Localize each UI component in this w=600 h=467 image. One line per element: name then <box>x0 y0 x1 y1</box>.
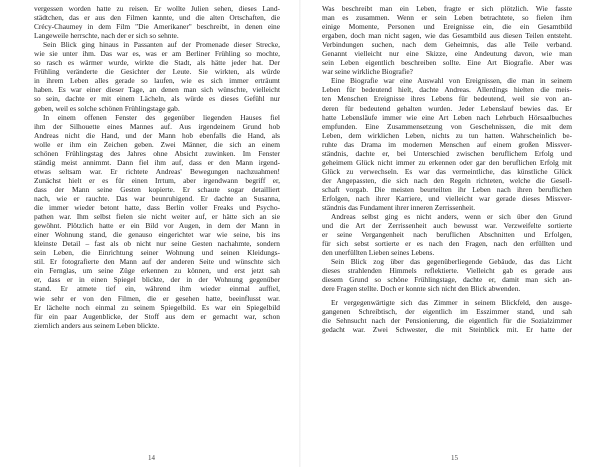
left-page-text-line: wolle er ihm ein Zeichen geben. Zwei Männer, die sich an einem <box>34 139 280 149</box>
right-page-text-line: empfunden. Eine Zusammensetzung von Geschehnissen, die mit dem <box>322 121 572 131</box>
left-page-text-line: kleinste Detail – fast als ob nicht nur seine Gesten nachahmte, sondern <box>34 239 280 249</box>
left-page-text-line: in ihrem Leben alles gerade so laufen, wie es sich immer erträumt <box>34 76 280 86</box>
left-page-text-line: Andreas nicht die Hand, und der Mann hob ebenfalls die Hand, als <box>34 130 280 140</box>
left-page-text-line: stand. Er atmete tief ein, während ihm wieder einmal auffiel, <box>34 284 280 294</box>
left-page-text-line: ihm der Silhouette eines Mannes auf. Aus irgendeinem Grund hob <box>34 121 280 131</box>
left-page-text-line: so sein, dachte er mit einem Lächeln, als würde es dieses Gefühl nur <box>34 94 280 104</box>
left-page-text-line: dass der Mann seine Gesten kopierte. Er schaute sogar detailliert <box>34 184 280 194</box>
right-page-text <box>322 4 572 334</box>
right-page-text-line: geheimem Glück nicht immer zu erkennen oder gar den beruflichen Erfolg mit <box>322 157 572 167</box>
right-page-text-line: diesem Grund so schöne Frühlingstage, dachte er, damit man sich an- <box>322 275 572 285</box>
right-page-text-line: Er vergegenwärtigte sich das Zimmer in seinem Blickfeld, den ausge- <box>331 298 572 307</box>
left-page-text-line: wie sehr er von den Filmen, die er gesehen hatte, beeinflusst war. <box>34 293 280 303</box>
right-page-text-line: Was beschreibt man ein Leben, fragte er sich plötzlich. Wie fasste <box>322 4 572 13</box>
right-page-text-line: den unerfüllten Lieben seines Lebens. <box>322 248 435 258</box>
right-page-text-line: ständnis, dachte er, bei Unterschied zwischen beruflichem Erfolg und <box>322 148 572 158</box>
left-page-text-line: nach, wie er rauchte. Das war beunruhigend. Er dachte an Susanna, <box>34 193 280 203</box>
left-page-text-line: Sein Blick ging hinaus in Passanten auf der Promenade dieser Strecke, <box>43 40 280 50</box>
left-page-text-line: Langeweile herrschte, nach der er sich so sehnte. <box>34 31 179 41</box>
left-page-text-line: Zunächst hielt er es für einen Irrtum, aber irgendwann begriff er, <box>34 175 280 185</box>
left-page-text-line: einer Wohnung stand, die genauso eingerichtet war wie seine, bis ins <box>34 230 280 240</box>
right-page-text-line: schaft vorgab. Die meisten beurteilten ihr Leben nach ihren beruflichen <box>322 184 572 194</box>
page-number-right: 15 <box>451 454 458 462</box>
left-page-text-line: gewöhnt. Plötzlich hatte er ein Bild vor Augen, in dem der Mann in <box>34 221 280 231</box>
right-page-text-line: Leben, dem wirklichen Leben, nichts zu tun hatten. Wahrscheinlich be- <box>322 130 572 140</box>
left-page-text-line: ziemlich anders aus seinem Leben blickte. <box>34 320 160 330</box>
right-page-text-line: er seine Vergangenheit nach beruflichen Abschnitten und Erfolgen, <box>322 230 572 240</box>
right-page <box>300 0 600 467</box>
right-page-text-line: Andreas selbst ging es nicht anders, wenn er sich über den Grund <box>331 212 572 222</box>
left-page-text-line: ein Fernglas, um seine Züge erkennen zu können, und erst jetzt sah <box>34 266 280 276</box>
right-page-text-line: sein Leben eigentlich beschreiben sollte. Eine Art Biografie. Aber was <box>322 58 572 68</box>
right-page-text-line: gedacht war. Zwei Schwester, die mit Steinblick mit. Er hatte der <box>322 325 572 335</box>
right-page-text-line: Eine Biografie war eine Auswahl von Ereignissen, die man in seinem <box>331 76 572 86</box>
left-page-text-line: geben, weil es solche schönen Frühlingstage gab. <box>34 103 180 113</box>
left-page-text-line: sein Leben, die Einrichtung seiner Wohnung und seinen Kleidungs- <box>34 248 280 258</box>
right-page-text-line: hatte Lebensläufe immer wie eine Art Leben nach Lehrbuch Hörsaalbuches <box>322 112 572 122</box>
left-page-text-line: vergessen worden hatte zu reisen. Er wollte Julien sehen, dieses Land- <box>34 4 280 13</box>
left-page-text-line: Frühling veränderte die Gesichter der Leute. Sie wirkten, als würde <box>34 67 280 77</box>
right-page-text-line: für sich sebst sortierte er es nach den Fragen, nach den erfüllten und <box>322 239 572 249</box>
right-page-text-line: der Angepassten, die sich nach den Regeln richteten, welche die Gesell- <box>322 175 572 185</box>
right-page-text-line: man es zusammen. Wenn er sein Leben betrachtete, so fielen ihm <box>322 13 572 23</box>
left-page-text-line: so rasch es wärmer wurde, wirkte die Stadt, als hätte jeder hat. Der <box>34 58 280 68</box>
page-number-left: 14 <box>148 454 155 462</box>
left-page-text-line: er, dass er in einen Spiegel blickte, der in der Wohnung gegenüber <box>34 275 280 285</box>
right-page-text-line: war seine wirkliche Biografie? <box>322 67 413 77</box>
right-page-text-line: Genannt vielleicht nur eine Skizze, eine Andeutung davon, wie man <box>322 49 572 59</box>
left-page-text-line: wie sie unter ihm. Das war es, was er am Berliner Frühling so mochte, <box>34 49 280 59</box>
right-page-text-line: Erfolgen, nach ihrer Karriere, und vielleicht war gerade dieses Missver- <box>322 193 572 203</box>
right-page-text-line: ergaben, doch man nicht sagen, wie das Gesamtbild aus diesen Teilen entsteht. <box>322 31 572 41</box>
right-page-text-line: deren für bedeutend gehalten wurden. Jeder Lebenslauf bewies das. Er <box>322 103 572 113</box>
left-page-text-line: die immer wieder betont hatte, dass Berlin voller Freaks und Psycho- <box>34 203 280 213</box>
right-page-text-line: Glück zu verwechseln. Es war das vermeintliche, das künstliche Glück <box>322 166 572 176</box>
left-page-text-line: haben. Es war einer dieser Tage, an denen man sich wünschte, vielleicht <box>34 85 280 95</box>
right-page-text-line: Leben für bedeutend hielt, dachte Andreas. Allerdings hielten die meis- <box>322 85 572 95</box>
right-page-text-line: ten Menschen Ereignisse ihres Lebens für bedeutend, weil sie von an- <box>322 94 572 104</box>
left-page-text-line: stil. Er fotografierte den Mann auf der anderen Seite und wünschte sich <box>34 257 280 267</box>
right-page-text-line: ruhte das Drama im modernen Menschen auf einem großen Missver- <box>322 139 572 149</box>
left-page-text <box>34 4 280 330</box>
left-page-text-line: schönen Frühlingstag des Jahres ohne Absicht zuwinken. Im Fenster <box>34 148 280 158</box>
right-page-text-line: einige Momente, Personen und Ereignisse ein, die ein Gesamtbild <box>322 22 572 32</box>
right-page-text-line: ständnis das Fundament ihrer inneren Zerrissenheit. <box>322 203 476 213</box>
left-page-text-line: städtchen, das er aus den Filmen kannte, und die alten Ortschaften, die <box>34 13 280 23</box>
left-page-text-line: In einem offenen Fenster des gegenüber liegenden Hauses fiel <box>43 112 280 122</box>
left-page-text-line: Crécy-Chaumey in dem Film "Die Amerikaner" beschreibt, in denen eine <box>34 22 280 32</box>
right-page-text-line: die Sehnsucht nach der Pensionierung, die eigentlich für die Sozialzimmer <box>322 316 572 326</box>
right-page-text-line: Sein Blick zog über das gegenüberliegende Gebäude, das das Licht <box>331 257 572 267</box>
left-page-text-line: ständig meist annimmt. Dann fiel ihm auf, dass er den Mann irgend- <box>34 157 280 167</box>
right-page-text-line: dere Fragen stellte. Doch er konnte sich nicht den Blick abwenden. <box>322 284 521 294</box>
right-page-text-line: gangenen Schreibtisch, der eigentlich im Esszimmer stand, und sah <box>322 307 572 317</box>
left-page-text-line: pathen war. Ihm selbst fielen sie nicht weiter auf, er hätte sich an sie <box>34 212 280 222</box>
right-page-text-line: Verbindungen suchen, nach dem Geheimnis, das alle Teile verband. <box>322 40 572 50</box>
left-page-text-line: für ein paar Augenblicke, der Stoff aus dem er gemacht war, schon <box>34 311 280 321</box>
right-page-text-line: und die Art der Zerrissenheit auch bewusst war. Verzweifelte sortierte <box>322 221 572 231</box>
left-page-text-line: Er lächelte noch einmal zu seinem Spiegelbild. Es war ein Spiegelbild <box>34 302 280 312</box>
right-page-text-line: dieses strahlenden Himmels reflektierte. Vielleicht gab es gerade aus <box>322 266 572 276</box>
left-page-text-line: etwas seltsam war. Er richtete Andreas' Bewegungen nachzuahmen! <box>34 166 280 176</box>
